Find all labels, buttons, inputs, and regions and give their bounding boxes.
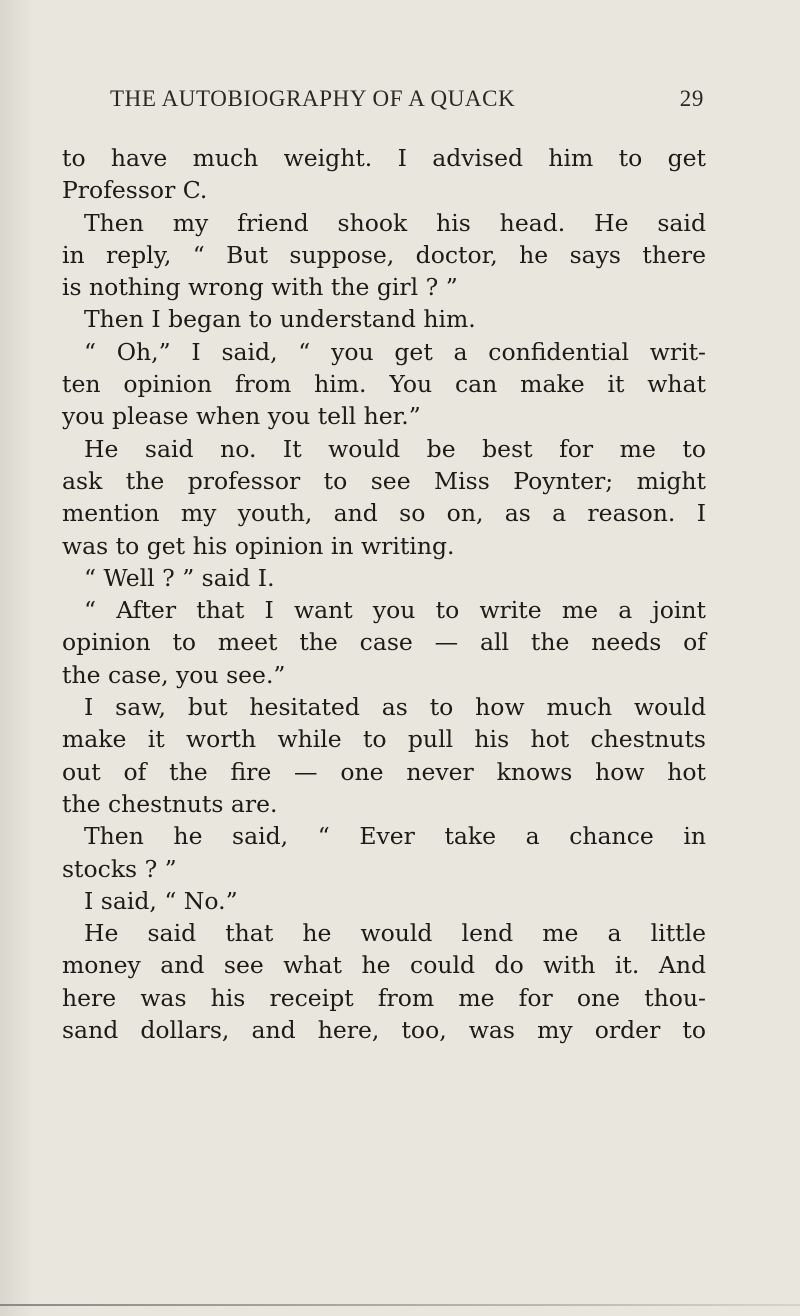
text-line: out of the fire — one never knows how hot — [62, 757, 706, 786]
text-line: He said that he would lend me a little — [84, 919, 706, 948]
text-line: make it worth while to pull his hot chestnuts — [62, 725, 706, 754]
text-line: I saw, but hesitated as to how much would — [84, 693, 706, 722]
text-line: ten opinion from him. You can make it what — [62, 370, 706, 399]
text-line: He said no. It would be best for me to — [84, 434, 706, 463]
text-line: I said, “ No.” — [84, 886, 238, 915]
text-line: opinion to meet the case — all the needs of — [62, 628, 706, 657]
page-bottom-edge — [0, 1304, 800, 1306]
running-title: THE AUTOBIOGRAPHY OF A QUACK — [110, 86, 516, 111]
running-header — [110, 86, 704, 116]
text-line: was to get his opinion in writing. — [62, 531, 455, 560]
text-line: Then I began to understand him. — [84, 305, 476, 334]
text-line: Then my friend shook his head. He said — [84, 208, 706, 237]
text-line: Professor C. — [62, 176, 208, 205]
text-line: here was his receipt from me for one thou- — [62, 983, 706, 1012]
text-line: sand dollars, and here, too, was my order to — [62, 1016, 706, 1045]
text-line: mention my youth, and so on, as a reason. I — [62, 499, 706, 528]
page-number: 29 — [679, 86, 704, 111]
text-line: “ After that I want you to write me a joint — [84, 596, 706, 625]
text-line: the case, you see.” — [62, 660, 286, 689]
text-line: money and see what he could do with it. And — [62, 951, 706, 980]
text-line: the chestnuts are. — [62, 789, 278, 818]
text-line: stocks ? ” — [62, 854, 177, 883]
text-line: “ Well ? ” said I. — [84, 563, 275, 592]
body-text — [62, 142, 706, 1046]
text-line: “ Oh,” I said, “ you get a confidential writ- — [84, 337, 706, 366]
page-edge-shadow — [0, 0, 34, 1316]
text-line: you please when you tell her.” — [62, 402, 421, 431]
text-line: in reply, “ But suppose, doctor, he says there — [62, 240, 706, 269]
text-line: is nothing wrong with the girl ? ” — [62, 273, 458, 302]
text-line: to have much weight. I advised him to get — [62, 144, 706, 172]
text-line: Then he said, “ Ever take a chance in — [84, 822, 706, 851]
text-line: ask the professor to see Miss Poynter; might — [62, 466, 706, 495]
